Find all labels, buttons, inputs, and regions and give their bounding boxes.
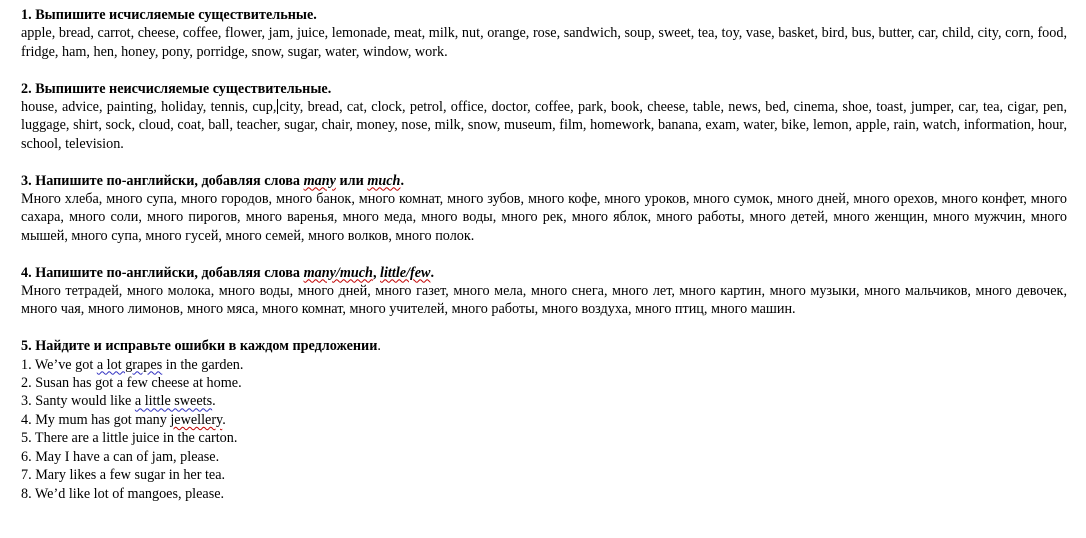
sentence-item[interactable]	[21, 411, 1067, 429]
sentence-text: 2. Susan has got a few cheese at home.	[21, 375, 242, 392]
sentence-item[interactable]	[21, 466, 1067, 484]
exercise-4	[21, 264, 1067, 319]
exercise-2-text-before-cursor: house, advice, painting, holiday, tennis, cup,	[21, 99, 277, 116]
sentence-item[interactable]	[21, 374, 1067, 392]
sentence-text: 8. We’d like lot of mangoes, please.	[21, 485, 225, 502]
sentence-text: 7. Mary likes a few sugar in her tea.	[21, 467, 226, 484]
exercise-3-heading	[21, 172, 1067, 190]
exercise-1-heading: 1. Выпишите исчисляемые существительные.	[21, 7, 317, 23]
sentence-item[interactable]	[21, 356, 1067, 374]
exercise-1	[21, 6, 1067, 61]
exercise-1-word-list[interactable]: apple, bread, carrot, cheese, coffee, flower, jam, juice, lemonade, meat, milk, nut, orange, rose, sandwich, soup, sweet, tea, toy, vase, basket, bird, bus, butter, car, child, city, corn, food, fridge, ham, hen, honey, pony, porridge, snow, sugar, water, window, work.	[21, 25, 1067, 60]
exercise-5-heading-suffix: .	[377, 338, 381, 355]
exercise-3-heading-suffix: .	[400, 172, 404, 189]
grammar-flagged-text: a lot grapes	[96, 356, 163, 373]
sentence-item[interactable]	[21, 485, 1067, 503]
exercise-2-heading: 2. Выпишите неисчисляемые существительные.	[21, 80, 332, 97]
exercise-4-heading-suffix: .	[430, 264, 435, 281]
exercise-4-heading	[21, 264, 1067, 282]
sentence-text: 6. May I have a can of jam, please.	[21, 448, 220, 465]
sentence-text: .	[222, 411, 226, 428]
sentence-text: 5. There are a little juice in the carton.	[21, 430, 238, 447]
exercise-3-phrase-list[interactable]: Много хлеба, много супа, много городов, много банок, много комнат, много зубов, много кофе, много уроков, много сумок, много дней, много орехов, много конфет, много сахара, много соли, много пирогов, много варенья, много меда, много воды, много рек, много яблок, много работы, много детей, много женщин, много мужчин, много мышей, много супа, много гусей, много семей, много волков, много полок.	[21, 191, 1067, 244]
exercise-4-heading-prefix: 4. Напишите по-английски, добавляя слова	[21, 264, 304, 281]
exercise-3-keyword-much: much	[367, 172, 401, 189]
sentence-text: .	[212, 393, 216, 410]
sentence-item[interactable]	[21, 448, 1067, 466]
exercise-5-heading	[21, 337, 1067, 355]
sentence-text: 3. Santy would like	[21, 393, 135, 410]
sentence-item[interactable]	[21, 429, 1067, 447]
exercise-4-keyword-many-much: many/much	[303, 264, 373, 281]
sentence-text: in the garden.	[162, 356, 244, 373]
sentence-list	[21, 356, 1067, 503]
sentence-text: 1. We’ve got	[21, 356, 97, 373]
exercise-3	[21, 172, 1067, 246]
exercise-3-heading-mid: или	[335, 172, 368, 189]
exercise-4-keyword-little-few: little/few	[380, 264, 431, 281]
sentence-item[interactable]	[21, 392, 1067, 410]
spelling-flagged-text: jewellery	[170, 411, 223, 428]
exercise-5	[21, 337, 1067, 503]
exercise-2-word-list[interactable]	[21, 98, 1067, 153]
exercise-4-heading-mid: ,	[372, 264, 381, 281]
document-page	[21, 6, 1067, 521]
exercise-3-heading-prefix: 3. Напишите по-английски, добавляя слова	[21, 172, 304, 189]
grammar-flagged-text: a little sweets	[134, 393, 213, 410]
exercise-5-heading-text: 5. Найдите и исправьте ошибки в каждом предложении	[21, 338, 378, 355]
sentence-text: 4. My mum has got many	[21, 411, 171, 428]
exercise-2-text-after-cursor: city, bread, cat, clock, petrol, office, doctor, coffee, park, book, cheese, table, news, bed, cinema, shoe, toast, jumper, car, tea, cigar, pen, luggage, shirt, sock, cloud, coat, ball, teacher, sugar, chair, money, nose, milk, snow, museum, film, homework, banana, exam, water, bike, lemon, apple, rain, watch, information, hour, school, television.	[21, 99, 1067, 152]
exercise-2	[21, 80, 1067, 154]
exercise-4-phrase-list[interactable]: Много тетрадей, много молока, много воды, много дней, много газет, много мела, много снега, много лет, много картин, много музыки, много мальчиков, много девочек, много чая, много лимонов, много мяса, много комнат, много учителей, много работы, много воздуха, много птиц, много машин.	[21, 283, 1067, 318]
exercise-3-keyword-many: many	[303, 172, 336, 189]
